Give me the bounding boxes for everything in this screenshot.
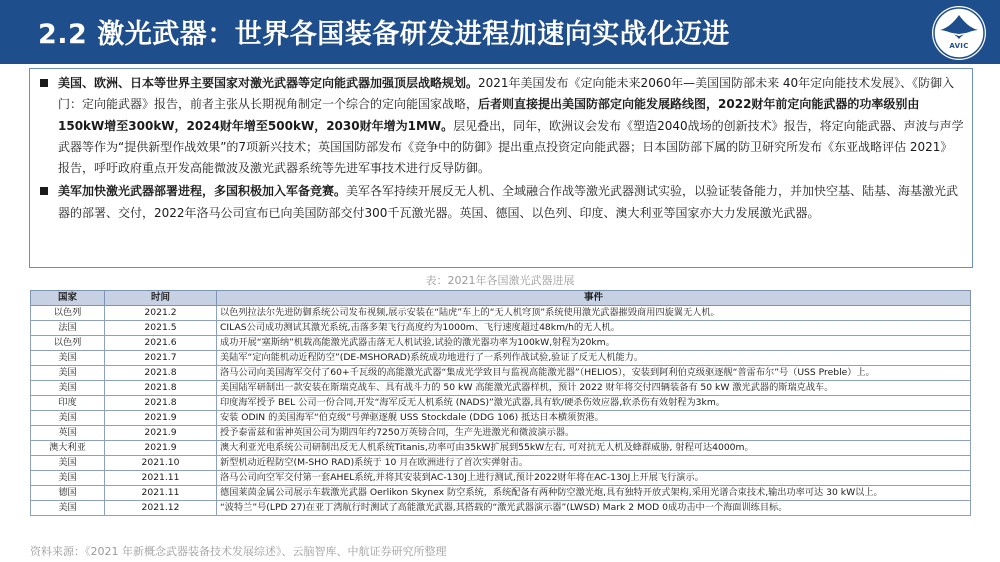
deployment-text: 美军各军持续开展反无人机、全域融合作战等激光武器测试实验，以验证装备能力，并加快空基、陆基、海基激光武器的部署、交付，2022年洛马公司宣布已向美国防部交付300千瓦激光器。英国、德国、以色列、印度、澳大利亚等国家亦大力发展激光武器。 <box>58 184 959 220</box>
page-title: 2.2 激光武器：世界各国装备研发进程加速向实战化迈进 <box>38 19 730 50</box>
table-row <box>31 441 971 456</box>
cell-time: 2021.2 <box>105 306 217 321</box>
cell-country: 法国 <box>31 321 105 336</box>
cell-time: 2021.9 <box>105 411 217 426</box>
cell-country: 美国 <box>31 456 105 471</box>
table-caption: 表：2021年各国激光武器进展 <box>425 274 575 287</box>
title-bar <box>0 0 1000 64</box>
cell-event: 洛马公司向美国海军交付了60+千瓦级的高能激光武器“集成光学致目与监视高能激光器”（HELIOS），安装到阿利伯克级驱逐舰“普雷布尔”号（USS Preble）上。 <box>217 366 971 381</box>
cell-event: 德国莱茵金属公司展示车载激光武器 Oerlikon Skynex 防空系统，系统配备有两种防空激光炮,具有独特开放式架构,采用光谱合束技术,输出功率可达 30 kW以上。 <box>217 486 971 501</box>
summary-paragraph-deployment <box>38 181 964 224</box>
column-header-time: 时间 <box>105 291 217 306</box>
cell-time: 2021.11 <box>105 471 217 486</box>
column-header-event: 事件 <box>217 291 971 306</box>
cell-country: 美国 <box>31 411 105 426</box>
cell-event: 美陆军“定向能机动近程防空”(DE-MSHORAD)系统成功地进行了一系列作战试验,验证了反无人机能力。 <box>217 351 971 366</box>
cell-country: 美国 <box>31 501 105 516</box>
cell-time: 2021.9 <box>105 426 217 441</box>
table-row <box>31 471 971 486</box>
cell-event: 安装 ODIN 的美国海军“伯克级”号弹驱逐舰 USS Stockdale (DDG 106) 抵达日本横须贺港。 <box>217 411 971 426</box>
cell-time: 2021.11 <box>105 486 217 501</box>
cell-time: 2021.12 <box>105 501 217 516</box>
table-row <box>31 381 971 396</box>
cell-time: 2021.8 <box>105 366 217 381</box>
cell-time: 2021.8 <box>105 396 217 411</box>
cell-country: 德国 <box>31 486 105 501</box>
cell-event: 印度海军授予 BEL 公司一份合同,开发“海军反无人机系统 (NADS)”激光武器,具有软/硬杀伤效应器,软杀伤有效射程为3km。 <box>217 396 971 411</box>
cell-time: 2021.5 <box>105 321 217 336</box>
cell-time: 2021.8 <box>105 381 217 396</box>
cell-time: 2021.6 <box>105 336 217 351</box>
square-bullet-icon <box>40 187 48 195</box>
cell-country: 以色列 <box>31 336 105 351</box>
cell-country: 美国 <box>31 381 105 396</box>
summary-box <box>29 68 973 268</box>
laser-weapons-progress-table <box>30 290 971 516</box>
table-row <box>31 366 971 381</box>
table-row <box>31 306 971 321</box>
cell-event: 成功开展“塞斯纳”机载高能激光武器击落无人机试验,试验的激光器功率为100kW,射程为20km。 <box>217 336 971 351</box>
cell-country: 英国 <box>31 426 105 441</box>
cell-event: 以色列拉法尔先进防御系统公司发布视频,展示安装在“陆虎”车上的“无人机穹顶”系统使用激光武器摧毁商用四旋翼无人机。 <box>217 306 971 321</box>
cell-event: 授予泰雷兹和雷神英国公司为期四年约7250万英镑合同，生产先进激光和微波演示器。 <box>217 426 971 441</box>
strategy-headline: 美国、欧洲、日本等世界主要国家对激光武器等定向能武器加强顶层战略规划。 <box>58 76 479 90</box>
cell-time: 2021.10 <box>105 456 217 471</box>
avic-logo <box>932 6 986 60</box>
table-row <box>31 396 971 411</box>
cell-time: 2021.9 <box>105 441 217 456</box>
table-row <box>31 456 971 471</box>
cell-country: 以色列 <box>31 306 105 321</box>
table-row <box>31 486 971 501</box>
logo-text: AVIC <box>949 42 969 50</box>
cell-country: 澳大利亚 <box>31 441 105 456</box>
cell-time: 2021.7 <box>105 351 217 366</box>
cell-event: 新型机动近程防空(M-SHO RAD)系统于 10 月在欧洲进行了首次实弹射击。 <box>217 456 971 471</box>
cell-event: 美国陆军研制出一款安装在斯瑞克战车、具有战斗力的 50 kW 高能激光武器样机，预计 2022 财年将交付四辆装备有 50 kW 激光武器的斯瑞克战车。 <box>217 381 971 396</box>
strategy-text-continued: 层见叠出，同年，欧洲议会发布《塑造2040战场的创新技术》报告，将定向能武器、声波与声学武器等作为“提供新型作战效果”的7项新兴技术；英国国防部发布《竞争中的防御》提出重点投资定向能武器；日本国防部下属的防卫研究所发布《东亚战略评估 2021》报告，呼吁政府重点开发高能微波及激光武器系统等先进军事技术进行反导防御。 <box>58 118 964 176</box>
column-header-country: 国家 <box>31 291 105 306</box>
table-row <box>31 336 971 351</box>
table-header-row <box>31 291 971 306</box>
cell-country: 美国 <box>31 351 105 366</box>
cell-country: 美国 <box>31 471 105 486</box>
cell-event: CILAS公司成功测试其激光系统,击落多架飞行高度约为1000m、飞行速度超过48km/h的无人机。 <box>217 321 971 336</box>
cell-event: “波特兰”号(LPD 27)在亚丁湾航行时测试了高能激光武器,其搭载的“激光武器演示器”(LWSD) Mark 2 MOD 0成功击中一个海面训练目标。 <box>217 501 971 516</box>
table-row <box>31 426 971 441</box>
source-note: 资料来源：《2021 年新概念武器装备技术发展综述》、云脑智库、中航证券研究所整理 <box>30 545 447 558</box>
cell-event: 洛马公司向空军交付第一套AHEL系统,并将其安装到AC-130J上进行测试,预计2022财年将在AC-130J上开展飞行演示。 <box>217 471 971 486</box>
cell-event: 澳大利亚光电系统公司研制出反无人机系统Titanis,功率可由35kW扩展到55kW左右, 可对抗无人机及蜂群威胁, 射程可达4000m。 <box>217 441 971 456</box>
table-row <box>31 351 971 366</box>
table-row <box>31 321 971 336</box>
cell-country: 美国 <box>31 366 105 381</box>
square-bullet-icon <box>40 79 48 87</box>
strategy-text: 2021年美国发布《定向能未来2060年—美国国防部未来 40年定向能技术发展》、《防御入门：定向能武器》报告，前者主张从长期视角制定一个综合的定向能国家战略， <box>58 76 955 112</box>
table-row <box>31 501 971 516</box>
cell-country: 印度 <box>31 396 105 411</box>
summary-paragraph-strategy <box>38 73 964 179</box>
avic-wing-emblem-icon <box>932 6 986 60</box>
roadmap-highlight: 后者则直接提出美国防部定向能发展路线图，2022财年前定向能武器的功率级别由150kW增至300kW，2024财年增至500kW，2030财年增为1MW。 <box>58 97 920 133</box>
table-row <box>31 411 971 426</box>
deployment-headline: 美军加快激光武器部署进程，多国积极加入军备竞赛。 <box>58 184 347 199</box>
